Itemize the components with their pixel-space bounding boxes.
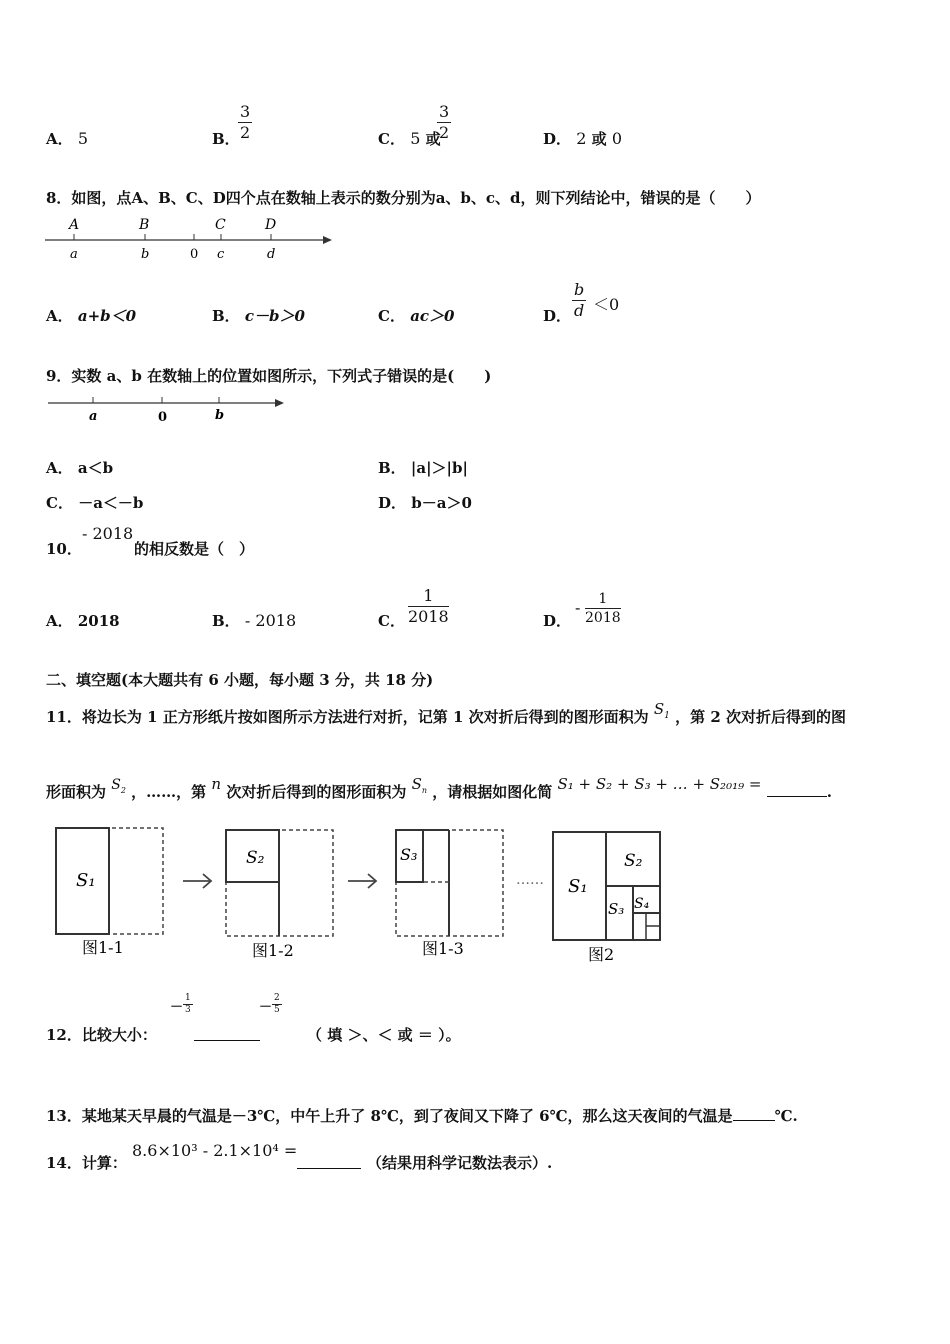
q8-axis-arrow xyxy=(323,236,332,244)
q8-value-a: a xyxy=(70,247,78,262)
fig1-1-s1-label: S₁ xyxy=(76,870,96,891)
q8-option-b-text: c－b＞0 xyxy=(244,307,305,325)
q11-line-2 xyxy=(46,775,832,803)
fig1-2-caption: 图1-2 xyxy=(252,941,294,960)
q7-option-d-pre: 2 xyxy=(576,129,587,148)
q11-s2 xyxy=(111,777,126,793)
q10-option-b-label: B． xyxy=(212,612,240,630)
q7-option-d-post: 0 xyxy=(611,129,623,148)
q11-sum-expression: S₁ + S₂ + S₃ + … + S₂₀₁₉ = xyxy=(557,775,762,793)
q7-option-d[interactable] xyxy=(543,128,622,149)
q10-expression: - 2018 xyxy=(82,524,134,543)
section-2-title: 二、填空题(本大题共有 6 小题，每小题 3 分，共 18 分) xyxy=(46,671,434,689)
q9-option-c[interactable] xyxy=(46,492,143,513)
q7-option-c-label: C． xyxy=(378,130,405,148)
q7-option-d-label: D． xyxy=(543,130,572,148)
fraction-numerator: 1 xyxy=(408,586,449,607)
fig1-2-s2-label: S₂ xyxy=(246,848,265,868)
fraction-numerator: 1 xyxy=(185,993,191,1003)
q9-option-d-text: b－a＞0 xyxy=(411,494,472,512)
q8-option-c-label: C． xyxy=(378,307,405,325)
q12-answer-blank[interactable] xyxy=(194,1026,260,1041)
q11-s1-letter: S xyxy=(653,700,665,718)
q11-end: . xyxy=(826,783,832,801)
q11-s1-sub: 1 xyxy=(664,711,670,721)
q13-text: 13．某地某天早晨的气温是－3℃，中午上升了 8℃，到了夜间又下降了 6℃，那么这天夜间的气温是 xyxy=(46,1107,733,1125)
fraction-numerator: b xyxy=(574,280,585,299)
q13-answer-blank[interactable] xyxy=(733,1106,775,1121)
q14-stem: 14．计算： xyxy=(46,1154,127,1172)
q9-option-d-label: D． xyxy=(378,494,407,512)
q13-line xyxy=(46,1105,798,1126)
q10-option-d-label[interactable]: D． xyxy=(543,612,572,630)
q12-hint: （ 填 ＞、＜ 或 ＝ ）。 xyxy=(307,1026,461,1044)
q8-option-b-label: B． xyxy=(212,307,240,325)
q8-point-D: D xyxy=(265,217,277,233)
q11-answer-blank[interactable] xyxy=(767,782,827,797)
fig2-s2-label: S₂ xyxy=(624,851,643,871)
q10-option-a-label: A． xyxy=(46,612,73,630)
q11-s1 xyxy=(653,700,670,721)
fraction-numerator: 1 xyxy=(585,590,621,609)
q8-option-c[interactable] xyxy=(378,305,454,326)
q9-point-b: b xyxy=(215,408,225,423)
fraction-denominator: 2018 xyxy=(585,610,621,626)
q10-number: 10． xyxy=(46,540,82,558)
q8-point-B: B xyxy=(139,217,150,233)
fig2-s3-label: S₃ xyxy=(608,900,625,918)
q11-s2-letter: S xyxy=(111,777,121,793)
fig2-caption: 图2 xyxy=(588,945,615,964)
q11-line-2c: 次对折后得到的图形面积为 xyxy=(226,783,407,801)
q11-line-2a: 形面积为 xyxy=(46,783,107,801)
q14-expression: 8.6×10³ - 2.1×10⁴ = xyxy=(132,1141,298,1160)
q8-option-a-label: A． xyxy=(46,307,73,325)
q11-line-1-end: ，第 2 次对折后得到的图 xyxy=(675,708,847,726)
q9-option-c-text: －a＜－b xyxy=(78,494,144,512)
q11-n: n xyxy=(211,775,222,793)
q11-figure-dots: …… xyxy=(516,872,544,888)
q9-option-a[interactable] xyxy=(46,457,113,478)
fraction-numerator: 3 xyxy=(439,102,450,121)
q10-option-d-fraction xyxy=(585,590,621,627)
q10-option-b[interactable] xyxy=(212,610,296,631)
q8-stem: 8．如图，点A、B、C、D四个点在数轴上表示的数分别为a、b、c、d，则下列结论中，错误的是（ ） xyxy=(46,189,761,207)
q7-option-c-or: 或 xyxy=(425,130,441,148)
fraction-denominator: 2 xyxy=(439,123,450,142)
q9-option-b-text: |a|＞|b| xyxy=(410,459,468,477)
q8-value-c: c xyxy=(217,247,225,262)
fig1-1-caption: 图1-1 xyxy=(82,938,124,957)
fraction-denominator: 3 xyxy=(185,1005,191,1015)
q14-hint: （结果用科学记数法表示）. xyxy=(367,1154,553,1172)
q9-option-d[interactable] xyxy=(378,492,472,513)
q10-option-c-fraction xyxy=(408,586,449,627)
q8-option-b[interactable] xyxy=(212,305,305,326)
fraction-denominator: 2 xyxy=(240,123,251,142)
q9-option-b-label: B． xyxy=(378,459,406,477)
q12-frac1 xyxy=(183,993,193,1016)
q8-point-A: A xyxy=(69,217,80,233)
q14-answer-blank[interactable] xyxy=(297,1154,361,1169)
q9-option-b[interactable] xyxy=(378,457,468,478)
q7-option-c-fraction xyxy=(437,102,451,143)
q10-option-a-text: 2018 xyxy=(77,612,120,630)
q8-option-d-rest: ＜0 xyxy=(593,295,620,314)
q10-option-a[interactable] xyxy=(46,610,120,631)
q8-value-d: d xyxy=(267,247,276,262)
q9-axis-arrow xyxy=(275,399,284,407)
fig2-s1-label: S₁ xyxy=(568,876,588,897)
q8-value-zero: 0 xyxy=(190,247,199,262)
fig1-3-caption: 图1-3 xyxy=(422,939,464,958)
q11-sn-sub: n xyxy=(421,786,428,795)
fraction-denominator: 2018 xyxy=(408,607,449,626)
q8-value-b: b xyxy=(141,247,150,262)
q13-unit: ℃. xyxy=(774,1107,798,1125)
fraction-denominator: 5 xyxy=(274,1005,280,1015)
fraction-denominator: d xyxy=(574,301,585,320)
q7-option-a-label: A． xyxy=(46,130,73,148)
q11-line-1 xyxy=(46,700,847,729)
q7-option-c[interactable] xyxy=(378,128,441,149)
q10-stem: 的相反数是（ ） xyxy=(134,540,255,558)
q8-option-d-label[interactable]: D． xyxy=(543,307,572,325)
q11-line-2d: ，请根据如图化简 xyxy=(432,783,553,801)
q9-option-c-label: C． xyxy=(46,494,73,512)
q11-line-1-text: 11．将边长为 1 正方形纸片按如图所示方法进行对折，记第 1 次对折后得到的图形面积为 xyxy=(46,708,649,726)
q9-option-a-text: a＜b xyxy=(77,459,114,477)
q9-stem: 9．实数 a、b 在数轴上的位置如图所示，下列式子错误的是( ) xyxy=(46,367,492,385)
q7-option-d-or: 或 xyxy=(591,130,607,148)
q11-s2-sub: 2 xyxy=(120,785,126,795)
q8-point-C: C xyxy=(215,217,226,233)
fig1-3-s3-label: S₃ xyxy=(400,845,418,864)
q12-frac2 xyxy=(272,993,282,1016)
q8-option-a[interactable] xyxy=(46,305,136,326)
fig2-s4-label: S₄ xyxy=(634,896,650,912)
q9-option-a-label: A． xyxy=(46,459,73,477)
q10-option-c-label[interactable]: C． xyxy=(378,612,405,630)
q9-point-zero: 0 xyxy=(158,410,168,425)
q11-line-2b: ，……，第 xyxy=(131,783,207,801)
q12-frac1-sign: － xyxy=(170,1000,184,1015)
q8-option-c-text: ac＞0 xyxy=(410,307,455,325)
q10-option-d-sign: - xyxy=(575,598,581,617)
q8-option-d-fraction xyxy=(572,280,586,321)
q7-option-b-label[interactable]: B． xyxy=(212,130,240,148)
q8-number-line xyxy=(40,212,340,268)
q12-stem: 12．比较大小： xyxy=(46,1026,157,1044)
q11-sn-letter: S xyxy=(411,775,422,793)
q11-sn xyxy=(412,775,427,793)
q12-frac2-sign: － xyxy=(259,1000,273,1015)
q7-option-a[interactable] xyxy=(46,128,88,149)
q8-option-a-text: a+b＜0 xyxy=(77,307,137,325)
q7-option-b-fraction xyxy=(238,102,252,143)
q7-option-a-value: 5 xyxy=(77,129,89,148)
q11-figure xyxy=(50,820,670,970)
fraction-numerator: 2 xyxy=(274,993,280,1003)
q10-option-b-text: - 2018 xyxy=(244,611,297,630)
fraction-numerator: 3 xyxy=(240,102,251,121)
q9-point-a: a xyxy=(89,409,98,424)
q7-option-c-pre: 5 xyxy=(410,129,421,148)
q9-number-line xyxy=(44,392,294,428)
